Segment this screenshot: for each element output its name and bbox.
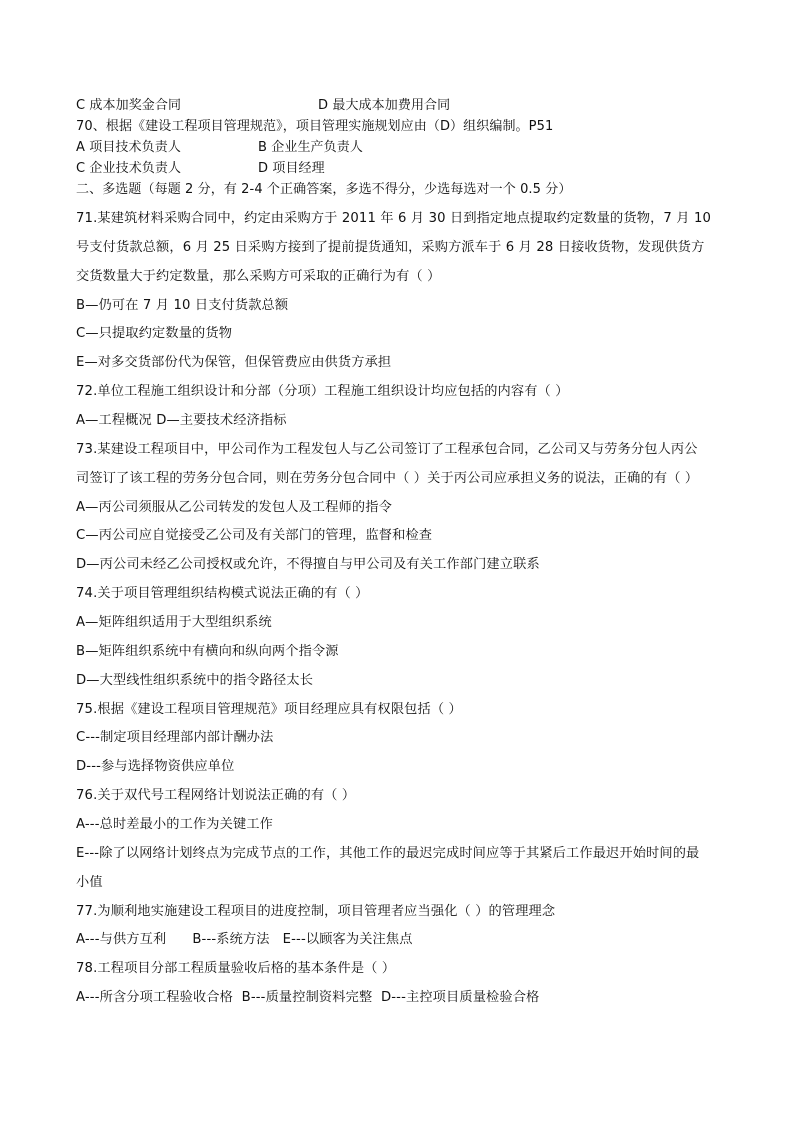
question-71-cont: 号支付货款总额，6 月 25 日采购方接到了提前提货通知，采购方派车于 6 月 28 日接收货物，发现供货方 — [76, 240, 705, 255]
question-77: 77.为顺利地实施建设工程项目的进度控制，项目管理者应当强化（ ）的管理理念 — [76, 904, 556, 919]
answers-78: A---所含分项工程验收合格 B---质量控制资料完整 D---主控项目质量检验合格 — [76, 990, 540, 1005]
option-c: C 企业技术负责人 — [76, 161, 182, 176]
answer-d: D---参与选择物资供应单位 — [76, 759, 235, 774]
question-74: 74.关于项目管理组织结构模式说法正确的有（ ） — [76, 586, 369, 601]
question-75: 75.根据《建设工程项目管理规范》项目经理应具有权限包括（ ） — [76, 702, 462, 717]
question-71: 71.某建筑材料采购合同中，约定由采购方于 2011 年 6 月 30 日到指定地点提取约定数量的货物，7 月 10 — [76, 211, 712, 226]
section-heading: 二、多选题（每题 2 分，有 2-4 个正确答案，多选不得分，少选每选对一个 0.5 分） — [76, 182, 572, 197]
option-line — [76, 98, 450, 114]
answer-c: C—只提取约定数量的货物 — [76, 326, 233, 341]
question-72: 72.单位工程施工组织设计和分部（分项）工程施工组织设计均应包括的内容有（ ） — [76, 384, 569, 399]
answer-b: B—仍可在 7 月 10 日支付货款总额 — [76, 298, 289, 313]
answer-e: E---除了以网络计划终点为完成节点的工作，其他工作的最迟完成时间应等于其紧后工作最迟开始时间的最 — [76, 846, 700, 861]
option-line — [76, 140, 363, 156]
answer-a: A---总时差最小的工作为关键工作 — [76, 817, 273, 832]
option-c: C 成本加奖金合同 — [76, 98, 182, 113]
answers-77: A---与供方互利 B---系统方法 E---以顾客为关注焦点 — [76, 932, 413, 947]
question-78: 78.工程项目分部工程质量验收后格的基本条件是（ ） — [76, 961, 396, 976]
answer-d: D—大型线性组织系统中的指令路径太长 — [76, 673, 314, 688]
answer-d: D—丙公司未经乙公司授权或允许，不得擅自与甲公司及有关工作部门建立联系 — [76, 557, 540, 572]
option-line — [76, 161, 325, 177]
option-d: D 最大成本加费用合同 — [318, 98, 451, 113]
answer-b: B—矩阵组织系统中有横向和纵向两个指令源 — [76, 644, 339, 659]
option-d: D 项目经理 — [258, 161, 325, 176]
option-b: B 企业生产负责人 — [258, 140, 363, 155]
answer-a: A—矩阵组织适用于大型组织系统 — [76, 615, 272, 630]
question-71-cont: 交货数量大于约定数量，那么采购方可采取的正确行为有（ ） — [76, 269, 441, 284]
question-76: 76.关于双代号工程网络计划说法正确的有（ ） — [76, 788, 356, 803]
answer-c: C—丙公司应自觉接受乙公司及有关部门的管理，监督和检查 — [76, 528, 433, 543]
answer-c: C---制定项目经理部内部计酬办法 — [76, 730, 274, 745]
question-70: 70、根据《建设工程项目管理规范》，项目管理实施规划应由（D）组织编制。P51 — [76, 119, 554, 134]
answers-72: A—工程概况 D—主要技术经济指标 — [76, 413, 287, 428]
option-a: A 项目技术负责人 — [76, 140, 181, 155]
question-73: 73.某建设工程项目中，甲公司作为工程发包人与乙公司签订了工程承包合同，乙公司又与劳务分包人丙公 — [76, 442, 698, 457]
question-73-cont: 司签订了该工程的劳务分包合同，则在劳务分包合同中（ ）关于丙公司应承担义务的说法，正确的有（ ） — [76, 471, 699, 486]
answer-a: A—丙公司须服从乙公司转发的发包人及工程师的指令 — [76, 500, 392, 515]
answer-e-cont: 小值 — [76, 875, 103, 890]
answer-e: E—对多交货部份代为保管，但保管费应由供货方承担 — [76, 355, 392, 370]
